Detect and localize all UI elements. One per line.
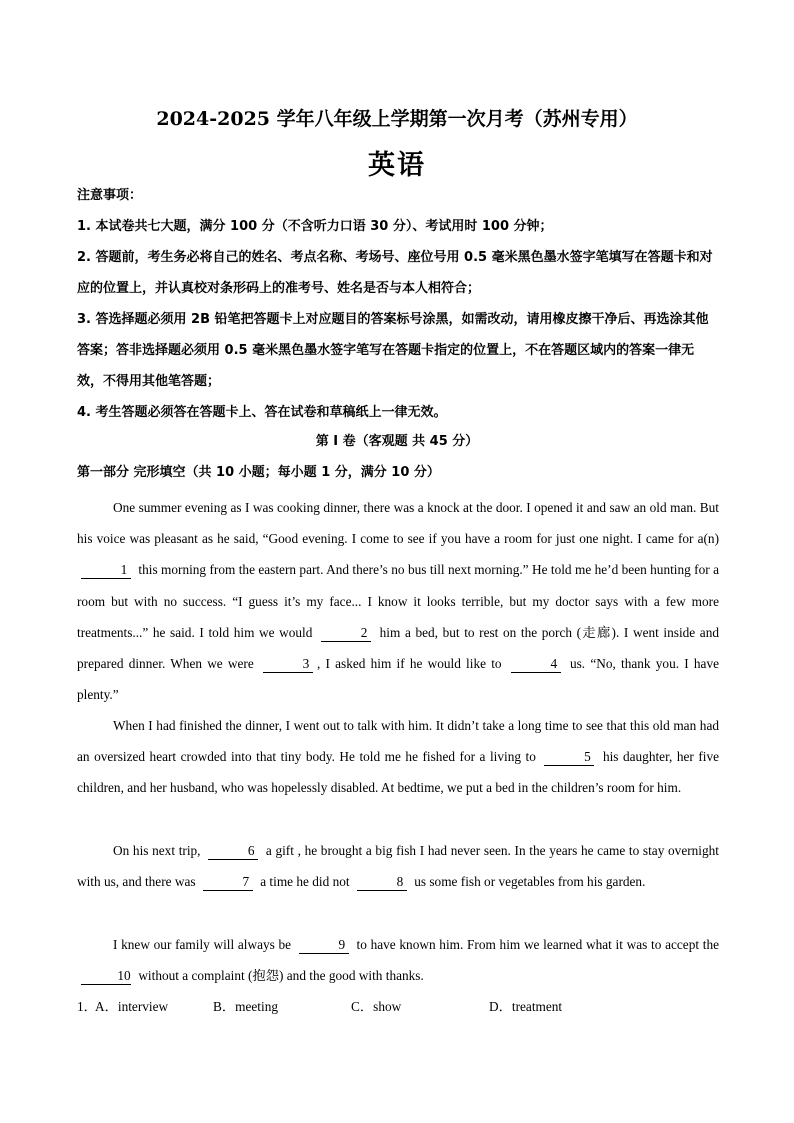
option-a: A．interview	[95, 999, 169, 1014]
passage-text: On his next trip,	[113, 843, 201, 858]
passage-text: us. “No, thank you. I have plenty.”	[77, 656, 719, 703]
blank-4: 4	[511, 656, 561, 673]
blank-5: 5	[544, 749, 594, 766]
option-c: C．show	[351, 999, 402, 1014]
blank-10: 10	[81, 968, 131, 985]
blank-2: 2	[321, 625, 371, 642]
notes-heading: 注意事项：	[77, 188, 143, 203]
blank-7: 7	[203, 874, 253, 891]
exam-title: 2024-2025 学年八年级上学期第一次月考（苏州专用）	[156, 108, 638, 130]
passage-text: , I asked him if he would like to	[316, 656, 502, 672]
passage-text: this morning from the eastern part. And there’s no bus till next morning.” He told me he’d been hunting for a room but with no success. “I guess it’s my face... I know it looks terrible, but my doctor says with a few more treatments...” he said. I told him we would	[77, 562, 719, 640]
passage-text: to have known him. From him we learned what it was to accept the	[356, 937, 719, 952]
blank-6: 6	[208, 843, 258, 860]
option-b: B．meeting	[213, 999, 278, 1014]
question-number: 1．	[77, 999, 97, 1014]
note-item-1: 1. 本试卷共七大题，满分 100 分（不含听力口语 30 分）、考试用时 100 分钟；	[77, 219, 553, 234]
note-item-3: 3. 答选择题必须用 2B 铅笔把答题卡上对应题目的答案标号涂黑，如需改动，请用橡皮擦干净后、再选涂其他答案；答非选择题必须用 0.5 毫米黑色墨水签字笔写在答题卡指定的位置上，不在答题区域内的答案一律无效，不得用其他笔答题；	[77, 312, 709, 389]
passage-paragraph-3	[77, 835, 719, 897]
blank-9: 9	[299, 937, 349, 954]
passage-text: his daughter, her five children, and her husband, who was hopelessly disabled. At bedtime, we put a bed in the children’s room for him.	[77, 749, 719, 796]
passage-text: us some fish or vegetables from his garden.	[414, 874, 646, 890]
passage-text: a time he did not	[260, 874, 350, 890]
passage-paragraph-2	[77, 710, 719, 804]
section-title: 第 I 卷（客观题 共 45 分）	[315, 434, 479, 449]
passage-text: One summer evening as I was cooking dinner, there was a knock at the door. I opened it and saw an old man. But his voice was pleasant as he said, “Good evening. I come to see if you have a room for just one night. I came for a(n)	[77, 500, 719, 547]
note-item-4: 4. 考生答题必须答在答题卡上、答在试卷和草稿纸上一律无效。	[77, 405, 447, 420]
part-title: 第一部分 完形填空（共 10 小题；每小题 1 分，满分 10 分）	[77, 465, 440, 480]
passage-text: without a complaint (抱怨) and the good with thanks.	[138, 968, 424, 984]
passage-text: When I had finished the dinner, I went out to talk with him. It didn’t take a long time to see that this old man had an oversized heart crowded into that tiny body. He told me he fished for a living to	[77, 718, 719, 765]
passage-text: I knew our family will always be	[113, 937, 292, 952]
passage-paragraph-1	[77, 492, 719, 710]
blank-1: 1	[81, 562, 131, 579]
blank-3: 3	[263, 656, 313, 673]
passage-paragraph-4	[77, 929, 719, 991]
option-d: D．treatment	[489, 999, 563, 1014]
passage-text: a gift , he brought a big fish I had never seen. In the years he came to stay overnight with us, and there was	[77, 843, 719, 890]
passage-text: him a bed, but to rest on the porch (走廊). I went inside and prepared dinner. When we were	[77, 624, 719, 672]
note-item-2: 2. 答题前，考生务必将自己的姓名、考点名称、考场号、座位号用 0.5 毫米黑色墨水签字笔填写在答题卡和对应的位置上，并认真校对条形码上的准考号、姓名是否与本人相符合；	[77, 250, 713, 296]
blank-8: 8	[357, 874, 407, 891]
subject-title: 英语	[368, 150, 426, 181]
